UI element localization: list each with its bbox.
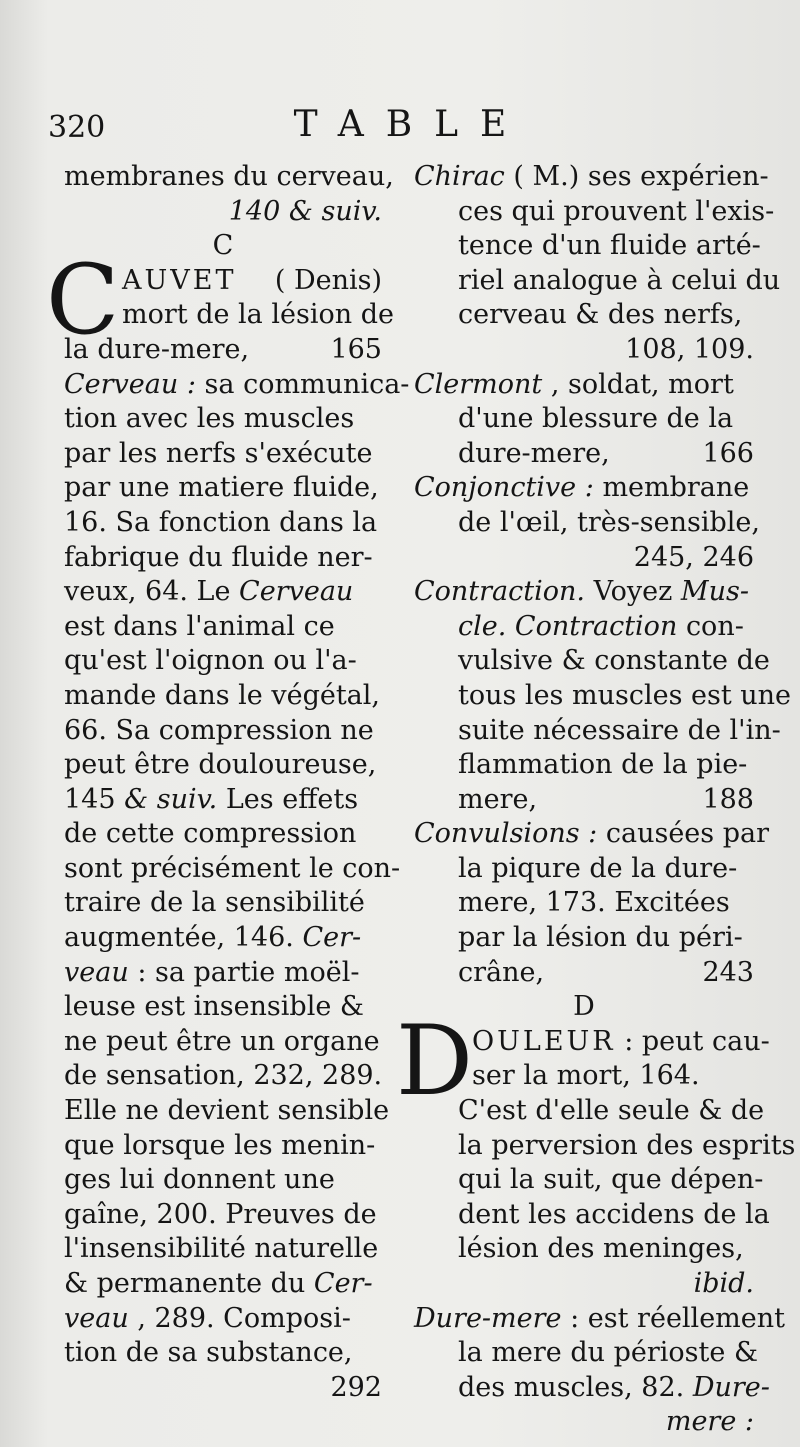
text-line: sont précisément le con- [64,852,401,884]
text-line: lésion des meninges, [458,1233,744,1265]
text-line: Contraction. Voyez Mus- [414,576,749,608]
text-line: Elle ne devient sensible [64,1095,390,1127]
text-line: la piqure de la dure- [458,852,738,884]
text-line: ne peut être un organe [64,1025,380,1057]
text-line: de cette compression [64,818,357,850]
text-line: flammation de la pie- [458,749,748,781]
text-line: qu'est l'oignon ou l'a- [64,645,357,677]
index-term: Conjonctive : [414,472,594,504]
text-line: crâne, 243 [414,956,754,991]
drop-cap-c: C [46,243,120,356]
page-ref: 243 [702,956,754,988]
text-line: de l'œil, très-sensible, [458,506,760,538]
text-line [64,195,382,230]
drop-cap-d: D [396,1004,473,1117]
text-line: tion de sa substance, [64,1337,353,1369]
page-ref: ibid. [693,1268,754,1299]
text-line: veux, 64. Le Cerveau [64,576,354,608]
text-line: par les nerfs s'exécute [64,437,373,469]
text-line [414,1405,754,1440]
text-line: gaîne, 200. Preuves de [64,1198,377,1230]
text-line: l'insensibilité naturelle [64,1233,379,1265]
text-line: fabrique du fluide ner- [64,541,373,573]
page-ref: 108, 109. [625,333,754,365]
text-line: mere, 173. Excitées [458,887,730,919]
text-line: Chirac ( M.) ses expérien- [414,161,769,192]
text-line: membranes du cerveau, [64,161,394,192]
page-ref: 188 [702,783,754,815]
text-line: ser la mort, 164. [472,1060,700,1092]
text-line: Clermont , soldat, mort [414,368,734,400]
text-line: dure-mere, 166 [414,437,754,472]
text-line: est dans l'animal ce [64,610,335,642]
page-ref: 245, 246 [633,541,754,573]
text-line: que lorsque les menin- [64,1129,376,1161]
text-line: des muscles, 82. Dure- [458,1371,770,1403]
text-line: augmentée, 146. Cer- [64,922,362,954]
text-line: & permanente du Cer- [64,1268,373,1299]
text-line: tous les muscles est une [458,679,792,711]
page-ref: 166 [702,437,754,469]
text-line: qui la suit, que dépen- [458,1164,764,1196]
index-term: Contraction. [414,576,585,608]
text-line: par la lésion du péri- [458,922,743,954]
text-line: Cerveau : sa communica- [64,368,410,400]
text-line: veau : sa partie moël- [64,956,360,988]
text-line: tence d'un fluide arté- [458,230,761,262]
index-term: Dure-mere [414,1302,562,1334]
index-term: Clermont [414,368,543,400]
text-line: cerveau & des nerfs, [458,299,743,331]
text-line: veau , 289. Composi- [64,1302,351,1334]
text-line: 66. Sa compression ne [64,714,374,746]
text-line: mere, 188 [414,783,754,818]
text-line: la perversion des esprits [458,1129,796,1161]
running-title: TABLE [293,104,529,145]
page-ref: 165 [330,333,382,365]
text-line: de sensation, 232, 289. [64,1060,383,1092]
text-line: OULEUR : peut cau- [472,1025,770,1057]
page-ref: 292 [330,1371,382,1403]
page-ref: 140 & suiv. [228,195,382,227]
left-column [46,160,410,1405]
text-line: AUVET ( Denis) [122,264,382,296]
text-line: mort de la lésion de [122,299,394,331]
text-line [414,541,754,576]
text-line: la dure-mere, 165 [64,333,382,368]
text-line: 145 & suiv. Les effets [64,783,359,815]
text-line: C'est d'elle seule & de [458,1095,765,1127]
index-term: Chirac [414,161,505,192]
text-line: ces qui prouvent l'exis- [458,195,775,227]
text-line [64,1371,382,1406]
text-line: vulsive & constante de [458,645,770,677]
text-line: mande dans le végétal, [64,679,380,711]
text-line: Dure-mere : est réellement [414,1302,785,1334]
text-line [414,333,754,368]
text-line: 16. Sa fonction dans la [64,506,378,538]
text-line: d'une blessure de la [458,403,734,435]
text-line: tion avec les muscles [64,403,355,435]
text-line: riel analogue à celui du [458,264,781,296]
text-line: leuse est insensible & [64,991,364,1023]
text-line: dent les accidens de la [458,1198,770,1230]
text-line: ges lui donnent une [64,1164,335,1196]
index-term: Cerveau : [64,368,196,400]
entry-cauvet [46,243,394,368]
page-header [0,104,800,154]
page-number: 320 [48,110,106,145]
index-term: Convulsions : [414,818,598,850]
text-line: suite nécessaire de l'in- [458,714,781,746]
catchword: mere : [665,1406,754,1438]
text-line: par une matiere fluide, [64,472,379,504]
right-column [396,160,796,1440]
text-line [414,1267,754,1302]
text-line: la mere du périoste & [458,1337,758,1369]
section-letter-d: D [573,991,595,1023]
text-line: Convulsions : causées par [414,818,770,850]
text-line: cle. Contraction con- [458,610,744,642]
text-line: traire de la sensibilité [64,887,365,919]
section-letter-c: C [212,230,234,262]
text-line: peut être douloureuse, [64,749,377,781]
text-line: Conjonctive : membrane [414,472,750,504]
